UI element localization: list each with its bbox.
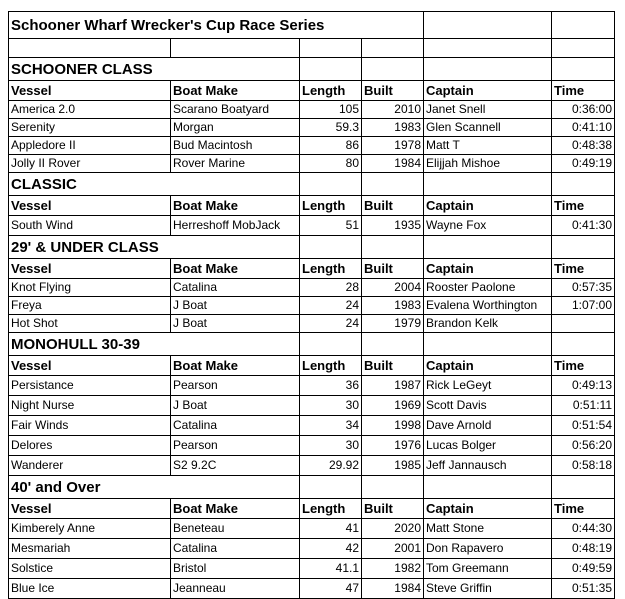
time-cell: 0:41:30 [552,216,615,236]
boat-make-cell: Bud Macintosh [171,137,300,155]
length-cell: 24 [300,297,362,315]
column-header-row [9,81,615,101]
length-cell: 24 [300,315,362,333]
empty-cell [300,476,362,499]
vessel-cell: South Wind [9,216,171,236]
title-row [9,12,615,39]
table-row [9,137,615,155]
empty-cell [424,173,552,196]
built-cell: 1985 [362,456,424,476]
time-cell: 0:49:19 [552,155,615,173]
section-title: 40' and Over [9,476,300,499]
built-cell: 1982 [362,559,424,579]
table-row [9,539,615,559]
vessel-cell: Fair Winds [9,416,171,436]
captain-cell: Dave Arnold [424,416,552,436]
sheet-title: Schooner Wharf Wrecker's Cup Race Series [9,12,424,39]
column-header-row [9,196,615,216]
table-row [9,119,615,137]
table-row [9,155,615,173]
captain-cell: Lucas Bolger [424,436,552,456]
time-cell: 0:48:19 [552,539,615,559]
boat-make-cell: S2 9.2C [171,456,300,476]
boat-make-cell: Catalina [171,416,300,436]
length-cell: 105 [300,101,362,119]
empty-cell [552,39,615,58]
section-row [9,476,615,499]
empty-cell [552,58,615,81]
empty-cell [300,39,362,58]
time-cell [552,315,615,333]
built-cell: 1978 [362,137,424,155]
column-header-length: Length [300,81,362,101]
column-header-length: Length [300,196,362,216]
section-title: 29' & UNDER CLASS [9,236,300,259]
column-header-boat-make: Boat Make [171,356,300,376]
column-header-vessel: Vessel [9,196,171,216]
empty-cell [424,12,552,39]
time-cell: 0:51:11 [552,396,615,416]
empty-cell [424,39,552,58]
column-header-captain: Captain [424,81,552,101]
captain-cell: Don Rapavero [424,539,552,559]
empty-cell [171,39,300,58]
table-row [9,315,615,333]
column-header-time: Time [552,356,615,376]
vessel-cell: Persistance [9,376,171,396]
column-header-boat-make: Boat Make [171,499,300,519]
boat-make-cell: J Boat [171,396,300,416]
boat-make-cell: Pearson [171,436,300,456]
time-cell: 0:49:13 [552,376,615,396]
time-cell: 0:51:35 [552,579,615,599]
built-cell: 1979 [362,315,424,333]
vessel-cell: Delores [9,436,171,456]
captain-cell: Brandon Kelk [424,315,552,333]
vessel-cell: Hot Shot [9,315,171,333]
boat-make-cell: Jeanneau [171,579,300,599]
column-header-built: Built [362,196,424,216]
empty-cell [362,476,424,499]
length-cell: 59.3 [300,119,362,137]
table-row [9,436,615,456]
empty-cell [300,236,362,259]
time-cell: 0:58:18 [552,456,615,476]
column-header-boat-make: Boat Make [171,196,300,216]
table-row [9,519,615,539]
section-row [9,58,615,81]
empty-cell [552,333,615,356]
table-row [9,559,615,579]
boat-make-cell: Rover Marine [171,155,300,173]
length-cell: 41 [300,519,362,539]
empty-cell [552,12,615,39]
boat-make-cell: Bristol [171,559,300,579]
column-header-built: Built [362,81,424,101]
empty-cell [424,236,552,259]
vessel-cell: Blue Ice [9,579,171,599]
vessel-cell: Appledore II [9,137,171,155]
length-cell: 30 [300,396,362,416]
captain-cell: Matt T [424,137,552,155]
time-cell: 0:48:38 [552,137,615,155]
empty-cell [362,333,424,356]
vessel-cell: America 2.0 [9,101,171,119]
time-cell: 0:36:00 [552,101,615,119]
table-row [9,297,615,315]
column-header-row [9,499,615,519]
captain-cell: Steve Griffin [424,579,552,599]
built-cell: 2001 [362,539,424,559]
empty-cell [362,236,424,259]
column-header-time: Time [552,499,615,519]
table-row [9,101,615,119]
length-cell: 42 [300,539,362,559]
captain-cell: Matt Stone [424,519,552,539]
captain-cell: Evalena Worthington [424,297,552,315]
time-cell: 0:56:20 [552,436,615,456]
length-cell: 41.1 [300,559,362,579]
column-header-time: Time [552,81,615,101]
table-row [9,456,615,476]
captain-cell: Scott Davis [424,396,552,416]
captain-cell: Janet Snell [424,101,552,119]
built-cell: 1969 [362,396,424,416]
empty-cell [362,39,424,58]
table-row [9,396,615,416]
built-cell: 1998 [362,416,424,436]
built-cell: 1987 [362,376,424,396]
length-cell: 30 [300,436,362,456]
section-title: SCHOONER CLASS [9,58,300,81]
length-cell: 47 [300,579,362,599]
section-row [9,333,615,356]
empty-cell [300,58,362,81]
empty-cell [300,173,362,196]
empty-cell [552,173,615,196]
table-row [9,216,615,236]
length-cell: 86 [300,137,362,155]
built-cell: 1983 [362,119,424,137]
column-header-vessel: Vessel [9,356,171,376]
vessel-cell: Knot Flying [9,279,171,297]
length-cell: 36 [300,376,362,396]
built-cell: 2010 [362,101,424,119]
empty-cell [552,236,615,259]
column-header-captain: Captain [424,356,552,376]
boat-make-cell: Herreshoff MobJack [171,216,300,236]
time-cell: 0:41:10 [552,119,615,137]
boat-make-cell: Morgan [171,119,300,137]
column-header-captain: Captain [424,499,552,519]
time-cell: 0:57:35 [552,279,615,297]
empty-cell [424,333,552,356]
length-cell: 80 [300,155,362,173]
column-header-built: Built [362,499,424,519]
length-cell: 29.92 [300,456,362,476]
built-cell: 1935 [362,216,424,236]
built-cell: 1976 [362,436,424,456]
spacer-row [9,39,615,58]
column-header-boat-make: Boat Make [171,259,300,279]
empty-cell [424,476,552,499]
boat-make-cell: Pearson [171,376,300,396]
captain-cell: Glen Scannell [424,119,552,137]
built-cell: 2004 [362,279,424,297]
column-header-time: Time [552,196,615,216]
column-header-vessel: Vessel [9,81,171,101]
built-cell: 1983 [362,297,424,315]
vessel-cell: Serenity [9,119,171,137]
vessel-cell: Kimberely Anne [9,519,171,539]
section-title: CLASSIC [9,173,300,196]
section-row [9,173,615,196]
boat-make-cell: Scarano Boatyard [171,101,300,119]
vessel-cell: Solstice [9,559,171,579]
captain-cell: Jeff Jannausch [424,456,552,476]
captain-cell: Rick LeGeyt [424,376,552,396]
length-cell: 51 [300,216,362,236]
boat-make-cell: Beneteau [171,519,300,539]
empty-cell [300,333,362,356]
empty-cell [362,58,424,81]
empty-cell [424,58,552,81]
empty-cell [9,39,171,58]
built-cell: 1984 [362,155,424,173]
built-cell: 1984 [362,579,424,599]
column-header-time: Time [552,259,615,279]
section-row [9,236,615,259]
vessel-cell: Freya [9,297,171,315]
column-header-captain: Captain [424,196,552,216]
column-header-row [9,356,615,376]
column-header-vessel: Vessel [9,259,171,279]
empty-cell [362,173,424,196]
captain-cell: Rooster Paolone [424,279,552,297]
boat-make-cell: J Boat [171,297,300,315]
captain-cell: Tom Greemann [424,559,552,579]
vessel-cell: Jolly II Rover [9,155,171,173]
vessel-cell: Night Nurse [9,396,171,416]
captain-cell: Elijjah Mishoe [424,155,552,173]
column-header-length: Length [300,499,362,519]
table-row [9,416,615,436]
column-header-vessel: Vessel [9,499,171,519]
time-cell: 1:07:00 [552,297,615,315]
time-cell: 0:51:54 [552,416,615,436]
length-cell: 28 [300,279,362,297]
boat-make-cell: Catalina [171,279,300,297]
length-cell: 34 [300,416,362,436]
vessel-cell: Wanderer [9,456,171,476]
section-title: MONOHULL 30-39 [9,333,300,356]
column-header-length: Length [300,356,362,376]
boat-make-cell: J Boat [171,315,300,333]
column-header-built: Built [362,356,424,376]
column-header-captain: Captain [424,259,552,279]
vessel-cell: Mesmariah [9,539,171,559]
table-row [9,279,615,297]
boat-make-cell: Catalina [171,539,300,559]
time-cell: 0:49:59 [552,559,615,579]
table-row [9,579,615,599]
empty-cell [552,476,615,499]
results-table [8,11,615,599]
time-cell: 0:44:30 [552,519,615,539]
column-header-length: Length [300,259,362,279]
column-header-row [9,259,615,279]
column-header-boat-make: Boat Make [171,81,300,101]
table-row [9,376,615,396]
built-cell: 2020 [362,519,424,539]
results-table-body [9,12,615,599]
captain-cell: Wayne Fox [424,216,552,236]
column-header-built: Built [362,259,424,279]
